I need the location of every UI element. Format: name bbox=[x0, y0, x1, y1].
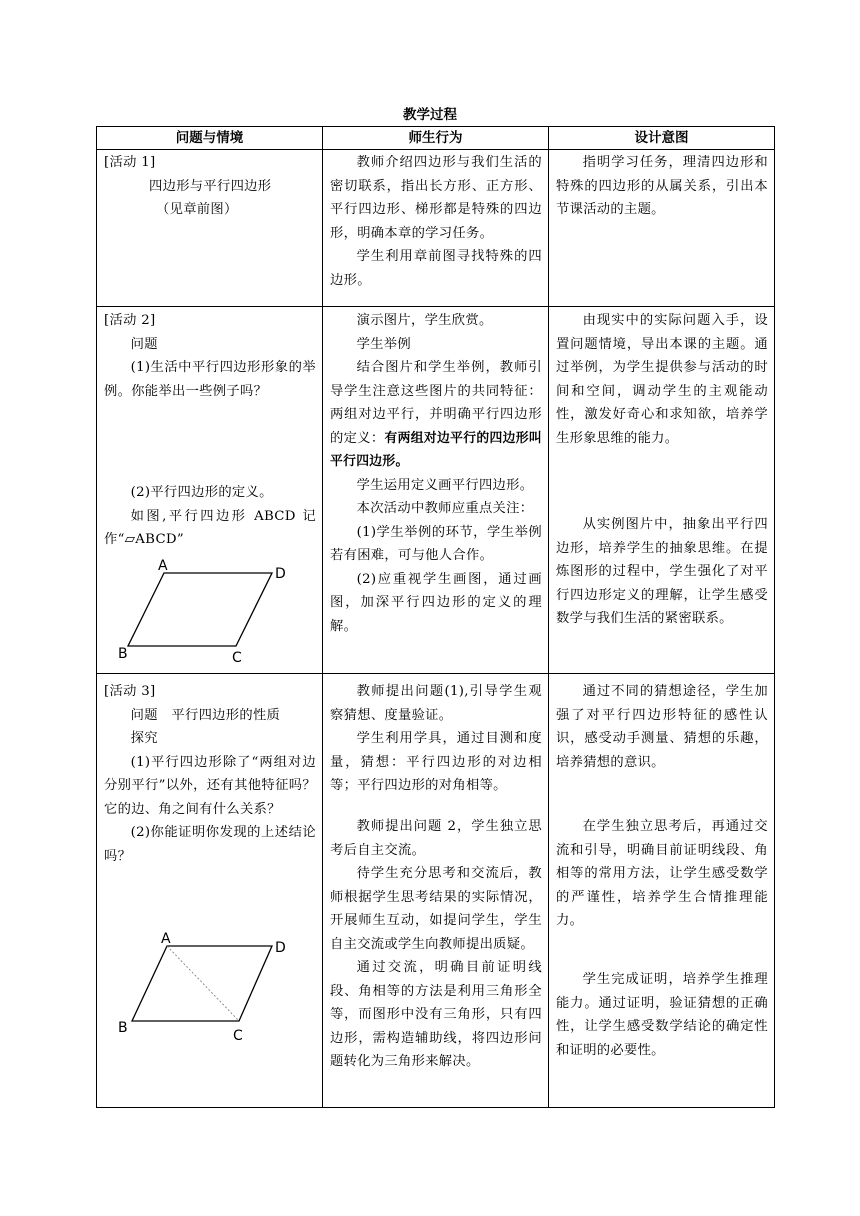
row3-intent-para: 学生完成证明，培养学生推理能力。通过证明，验证猜想的正确性，让学生感受数学结论的确定性和证明的必要性。 bbox=[556, 972, 768, 1058]
row1-actions bbox=[330, 151, 542, 292]
row2-intent bbox=[556, 309, 768, 450]
activity3-label: [活动 3] bbox=[104, 684, 156, 699]
activity3-question-1: (1)平行四边形除了“两组对边分别平行”以外，还有其他特征吗？它的边、角之间有什么关系？ bbox=[104, 754, 316, 817]
activity1-label: [活动 1] bbox=[104, 155, 156, 170]
row1-action-para: 教师介绍四边形与我们生活的密切联系，指出长方形、正方形、平行四边形、梯形都是特殊的四边形，明确本章的学习任务。 bbox=[330, 155, 542, 241]
header-actions: 师生行为 bbox=[408, 130, 463, 146]
definition-bold: 有两组对边平行的四边形叫平行四边形。 bbox=[330, 430, 542, 469]
activity2-question-1: (1)生活中平行四边形形象的举例。你能举出一些例子吗？ bbox=[104, 360, 316, 399]
row1-situation bbox=[104, 151, 316, 222]
row3-actions-2 bbox=[330, 815, 542, 1074]
row2-action-para: (2)应重视学生画图，通过画图，加深平行四边形的定义的理解。 bbox=[330, 571, 542, 634]
row2-situation bbox=[104, 309, 316, 552]
row3-intent-para: 在学生独立思考后，再通过交流和引导，明确目前证明线段、角相等的常用方法，让学生感受数学的严谨性，培养学生合情推理能力。 bbox=[556, 819, 768, 928]
row2-actions bbox=[330, 309, 542, 638]
row1-intent bbox=[556, 151, 768, 222]
row3-situation bbox=[104, 680, 316, 868]
activity2-notation: 如图,平行四边形 ABCD 记作“▱ABCD” bbox=[104, 508, 316, 547]
vertex-a-label: A bbox=[158, 558, 168, 574]
vertex-a-label: A bbox=[161, 931, 171, 947]
parallelogram-figure-1 bbox=[112, 558, 302, 666]
document-title: 教学过程 bbox=[403, 107, 457, 123]
activity3-question-2: (2)你能证明你发现的上述结论吗？ bbox=[104, 825, 316, 864]
vertex-c-label: C bbox=[233, 1028, 243, 1044]
row2-action-para: 演示图片，学生欣赏。 bbox=[356, 313, 493, 328]
row2-action-para: (1)学生举例的环节，学生举例若有困难，可与他人合作。 bbox=[330, 524, 542, 563]
vertex-b-label: B bbox=[118, 646, 128, 662]
row1-action-para: 学生利用章前图寻找特殊的四边形。 bbox=[330, 249, 542, 288]
row3-action-para: 通过交流，明确目前证明线段、角相等的方法是利用三角形全等，而图形中没有三角形，只有四边形，需构造辅助线，将四边形问题转化为三角形来解决。 bbox=[330, 960, 542, 1069]
activity2-question-label: 问题 bbox=[130, 336, 158, 352]
row3-action-para: 教师提出问题 2，学生独立思考后自主交流。 bbox=[330, 819, 542, 858]
row2-intent-para: 由现实中的实际问题入手，设置问题情境，导出本课的主题。通过举例，为学生提供参与活动的时间和空间，调动学生的主观能动性，激发好奇心和求知欲，培养学生形象思维的能力。 bbox=[556, 313, 768, 446]
row3-intent-2 bbox=[556, 815, 768, 933]
activity3-question: 问题 平行四边形的性质 bbox=[130, 707, 281, 723]
row2-intent-para: 从实例图片中，抽象出平行四边形，培养学生的抽象思维。在提炼图形的过程中，学生强化了对平行四边形定义的理解，让学生感受数学与我们生活的紧密联系。 bbox=[556, 517, 768, 626]
row3-actions bbox=[330, 680, 542, 798]
parallelogram-figure-2 bbox=[112, 928, 302, 1043]
row2-action-para: 本次活动中教师应重点关注： bbox=[356, 501, 534, 516]
activity2-question-2: (2)平行四边形的定义。 bbox=[130, 485, 273, 500]
parallelogram-shape bbox=[128, 573, 272, 646]
header-situation: 问题与情境 bbox=[175, 130, 244, 146]
row3-action-para: 学生利用学具，通过目测和度量，猜想：平行四边形的对边相等；平行四边形的对角相等。 bbox=[330, 731, 542, 793]
row3-intent-para: 通过不同的猜想途径，学生加强了对平行四边形特征的感性认识，感受动手测量、猜想的乐趣，培养猜想的意识。 bbox=[556, 684, 768, 770]
vertex-d-label: D bbox=[275, 566, 286, 582]
row2-action-definition: 结合图片和学生举例，教师引导学生注意这些图片的共同特征：两组对边平行，并明确平行四边形的定义：有两组对边平行的四边形叫平行四边形。 bbox=[330, 360, 542, 469]
row3-action-para: 待学生充分思考和交流后，教师根据学生思考结果的实际情况，开展师生互动，如提问学生，学生自主交流或学生向教师提出质疑。 bbox=[330, 866, 542, 952]
activity1-topic: 四边形与平行四边形 bbox=[149, 178, 272, 194]
vertex-d-label: D bbox=[275, 940, 286, 956]
parallelogram-shape bbox=[132, 946, 272, 1021]
row3-intent-3 bbox=[556, 968, 768, 1062]
row2-action-para: 学生举例 bbox=[356, 336, 411, 352]
activity2-label: [活动 2] bbox=[104, 313, 156, 328]
row3-intent bbox=[556, 680, 768, 774]
row1-intent-para: 指明学习任务，理清四边形和特殊的四边形的从属关系，引出本节课活动的主题。 bbox=[556, 155, 768, 217]
row3-action-para: 教师提出问题(1),引导学生观察猜想、度量验证。 bbox=[330, 684, 542, 723]
activity3-explore: 探究 bbox=[130, 731, 158, 746]
activity1-ref: （见章前图） bbox=[156, 202, 238, 217]
row2-intent-2 bbox=[556, 513, 768, 631]
vertex-c-label: C bbox=[232, 650, 242, 666]
vertex-b-label: B bbox=[118, 1020, 128, 1036]
header-intent: 设计意图 bbox=[634, 130, 689, 146]
row2-action-para: 学生运用定义画平行四边形。 bbox=[356, 477, 534, 493]
diagonal-ac-dashed bbox=[167, 946, 239, 1021]
